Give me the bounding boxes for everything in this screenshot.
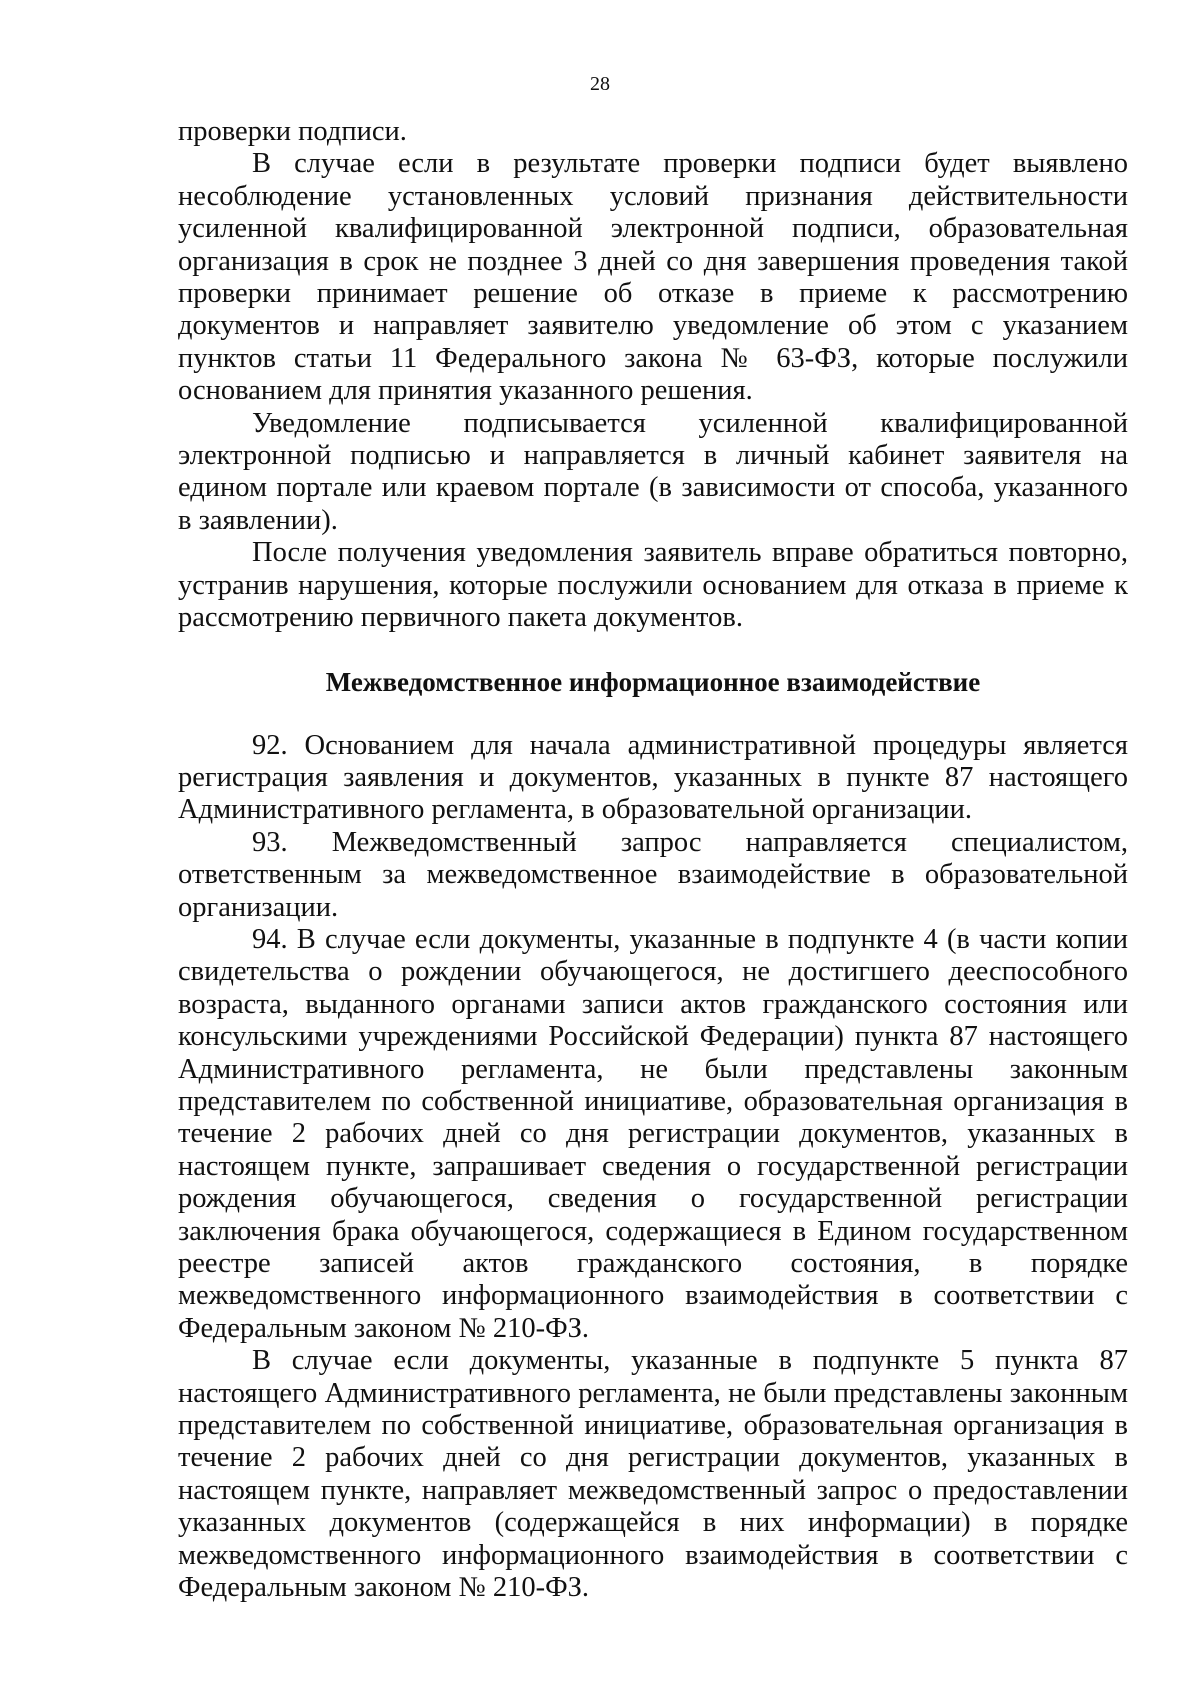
page-number: 28 <box>590 73 610 95</box>
paragraph-92: 92. Основанием для начала административной процедуры является регистрация заявления и документов, указанных в пункте 87 настоящего Административного регламента, в образовательной организации. <box>178 729 1128 826</box>
document-body <box>178 116 1128 1604</box>
paragraph: Уведомление подписывается усиленной квалифицированной электронной подписью и направляется в личный кабинет заявителя на едином портале или краевом портале (в зависимости от способа, указанного в заявлении). <box>178 407 1128 536</box>
paragraph: В случае если в результате проверки подписи будет выявлено несоблюдение установленных условий признания действительности усиленной квалифицированной электронной подписи, образовательная организация в срок не позднее 3 дней со дня завершения проведения такой проверки принимает решение об отказе в приеме к рассмотрению документов и направляет заявителю уведомление об этом с указанием пунктов статьи 11 Федерального закона № 63-ФЗ, которые послужили основанием для принятия указанного решения. <box>178 148 1128 407</box>
paragraph: После получения уведомления заявитель вправе обратиться повторно, устранив нарушения, которые послужили основанием для отказа в приеме к рассмотрению первичного пакета документов. <box>178 537 1128 634</box>
paragraph: В случае если документы, указанные в подпункте 5 пункта 87 настоящего Административного регламента, не были представлены законным представителем по собственной инициативе, образовательная организация в течение 2 рабочих дней со дня регистрации документов, указанных в настоящем пункте, направляет межведомственный запрос о предоставлении указанных документов (содержащейся в них информации) в порядке межведомственного информационного взаимодействия в соответствии с Федеральным законом № 210-ФЗ. <box>178 1345 1128 1604</box>
paragraph-93: 93. Межведомственный запрос направляется специалистом, ответственным за межведомственное взаимодействие в образовательной организации. <box>178 826 1128 923</box>
section-heading: Межведомственное информационное взаимодействие <box>325 666 981 697</box>
paragraph-94: 94. В случае если документы, указанные в подпункте 4 (в части копии свидетельства о рождении обучающегося, не достигшего дееспособного возраста, выданного органами записи актов гражданского состояния или консульскими учреждениями Российской Федерации) пункта 87 настоящего Административного регламента, не были представлены законным представителем по собственной инициативе, образовательная организация в течение 2 рабочих дней со дня регистрации документов, указанных в настоящем пункте, запрашивает сведения о государственной регистрации рождения обучающегося, сведения о государственной регистрации заключения брака обучающегося, содержащиеся в Едином государственном реестре записей актов гражданского состояния, в порядке межведомственного информационного взаимодействия в соответствии с Федеральным законом № 210-ФЗ. <box>178 923 1128 1344</box>
paragraph-continuation: проверки подписи. <box>178 116 407 147</box>
